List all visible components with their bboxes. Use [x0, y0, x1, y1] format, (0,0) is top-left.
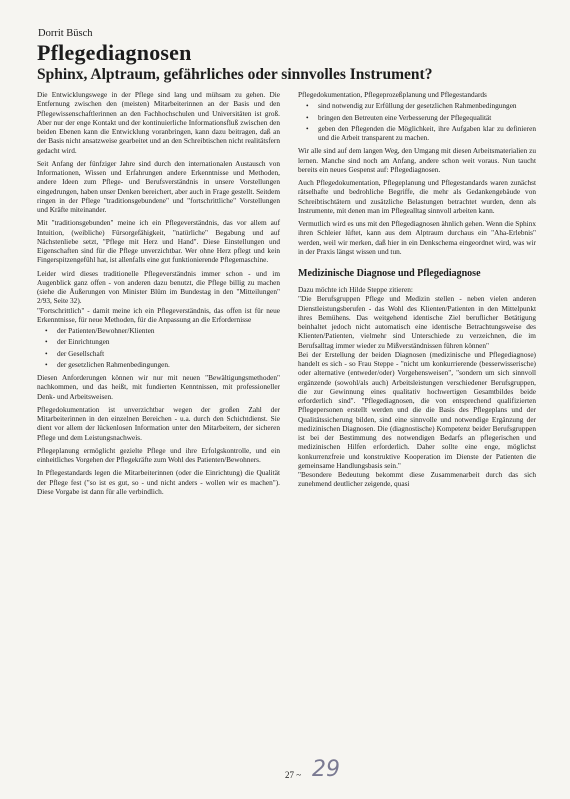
paragraph: Leider wird dieses traditionelle Pflegeverständnis immer schon - und im Augenblick ganz offen - von anderen dazu benutzt, die Pflege billig zu machen (siehe die Äußerungen von Minister Blüm im Bundestag in den "Mitteilungen" 2/93, Seite 32).	[37, 268, 280, 306]
article-title: Pflegediagnosen	[37, 40, 192, 65]
paragraph: Vermutlich wird es uns mit den Pflegediagnosen ähnlich gehen. Wenn die Sphinx ihren Schleier lüftet, kann aus dem Alptraum durchaus ein "Aha-Erlebnis" werden, weil wir merken, daß hier in ein Denkschema eingeordnet wird, was wir in der Praxis längst wissen und tun.	[298, 219, 536, 256]
page-number: 27 ~	[285, 770, 302, 780]
list-item: • bringen den Betreuten eine Verbesserung der Pflegequalität	[318, 113, 536, 122]
paragraph: Auch Pflegedokumentation, Pflegeplanung und Pflegestandards waren zunächst rätselhafte und bedrohliche Begriffe, die mehr als Gedankengebäude von Schreibtischtätern und zusätzliche Belastungen betrachtet wurden, denn als Instrumente, mit denen man im Pflegealltag sinnvoll arbeiten kann.	[298, 178, 536, 215]
paragraph: "Fortschrittlich" - damit meine ich ein Pflegeverständnis, das offen ist für neue Erkenntnisse, für neue Methoden, für die Anpassung an die Erfordernisse	[37, 305, 280, 324]
paragraph: In Pflegestandards legen die Mitarbeiterinnen (oder die Einrichtung) die Qualität der Pflege fest ("so ist es gut, so - und nicht anders - wollen wir es machen"). Diese Vorgabe ist dann für alle verbindlich.	[37, 468, 280, 496]
paragraph: Mit "traditionsgebunden" meine ich ein Pflegeverständnis, das vor allem auf Intuition, (weibliche) Fürsorgefähigkeit, "natürliche" Begabung und auf Nächstenliebe setzt, "Pflege mit Herz und Hand". Diese Einstellungen und Eigenschaften sind für die Pflege unverzichtbar. Wer ohne Herz pflegt und kein Fingerspitzengefühl hat, ist allenfalls eine gut funktionierende Pflegemaschine.	[37, 218, 280, 265]
author-name: Dorrit Büsch	[38, 28, 93, 39]
left-column	[37, 90, 280, 500]
quote-paragraph: "Die Berufsgruppen Pflege und Medizin stellen - neben vielen anderen Dienstleistungsberufen - das Wohl des Klienten/Patienten in den Mittelpunkt ihres Bemühens. Das weitgehend identische Ziel beruflicher Betätigung beinhaltet jedoch nicht automatisch eine identische Betrachtungsweise des Klienten/Patienten, vielmehr sind Unterschiede zu verzeichnen, die im Berufsalltag immer wieder zu Mißverständnissen führen können"	[298, 294, 536, 350]
paragraph: Die Entwicklungswege in der Pflege sind lang und mühsam zu gehen. Die Entfernung zwischen den (meisten) Mitarbeiterinnen an der Basis und den Pflegewissenschaftlerinnen an den Fachhochschulen und Universitäten ist groß. Aber nur der enge Kontakt und der kontinuierliche Informationsfluß zwischen den beiden Ebenen kann die Entwicklung voranbringen, kann dazu beitragen, daß an der Basis nicht ansatzweise gearbeitet und an den Schreibtischen nicht realitätsfern gedacht wird.	[37, 90, 280, 155]
bullet-list	[298, 101, 536, 142]
paragraph: Pflegeplanung ermöglicht gezielte Pflege und ihre Erfolgskontrolle, und ein einheitliches Vorgehen der Pflegekräfte zum Wohl des Patienten/Bewohners.	[37, 445, 280, 464]
list-item: • der Einrichtungen	[57, 337, 280, 346]
list-item: • geben den Pflegenden die Möglichkeit, ihre Aufgaben klar zu definieren und die Arbeit transparent zu machen.	[318, 124, 536, 143]
paragraph: "Besondere Bedeutung bekommt diese Zusammenarbeit durch das sich zunehmend deutlicher zeigende, quasi	[298, 470, 536, 489]
paragraph: Wir alle sind auf dem langen Weg, den Umgang mit diesen Arbeitsmaterialien zu lernen. Manche sind noch am Anfang, andere schon weit voraus. Nun taucht bereits ein neues Gespenst auf: Pflegediagnosen.	[298, 146, 536, 174]
paragraph: Seit Anfang der fünfziger Jahre sind durch den internationalen Austausch von Informationen, Wissen und Erfahrungen andere Erkenntnisse und Methoden, andere Ideen zum Pflege- und Berufsverständnis in unsere Vorstellungen eingedrungen, haben unser Denken bereichert, aber auch in Frage gestellt. Seitdem ringen in der Pflege "traditionsgebundene" und "fortschrittliche" Vorstellungen und Kräfte miteinander.	[37, 158, 280, 214]
list-item: • sind notwendig zur Erfüllung der gesetzlichen Rahmenbedingungen	[318, 101, 536, 110]
paragraph: Pflegedokumentation ist unverzichtbar wegen der großen Zahl der Mitarbeiterinnen in den einzelnen Bereichen - u.a. durch den Schichtdienst. Sie dient vor allem der lückenlosen Information unter den Mitarbeitern, der sicheren Pflege und dem Leistungsnachweis.	[37, 404, 280, 442]
paragraph: Bei der Erstellung der beiden Diagnosen (medizinische und Pflegediagnose) handelt es sich - so Frau Steppe - "nicht um konkurrierende (besserwisserische) oder alternative (entweder/oder) Vorgehensweisen", "sondern um sich sinnvoll ergänzende (sowohl/als auch) Arbeitsleistungen verschiedener Berufsgruppen, die zur Gewinnung eines qualitativ hochwertigen Gesamtbildes beide erforderlich sind". "Pflegediagnosen, die von entsprechend qualifizierten Pflegepersonen erstellt werden und die die Basis des Pflegeplans und der Qualitätssicherung bilden, sind eine sinnvolle und notwendige Ergänzung der medizinischen Diagnosen. Die (diagnostische) Kompetenz beider Berufsgruppen ist bei der Bestimmung des notwendigen Bedarfs an pflegerischen und medizinischen Hilfen erforderlich. Daher sollte eine enge, möglichst konkurrenzfreie und konstruktive Kooperation im Dienste der Patienten die gemeinsame Handlungsbasis sein."	[298, 349, 536, 470]
handwritten-page-number: 29	[312, 757, 340, 782]
paragraph: Dazu möchte ich Hilde Steppe zitieren:	[298, 285, 413, 294]
bullet-list	[37, 326, 280, 369]
paragraph: Diesen Anforderungen können wir nur mit neuen "Bewältigungsmethoden" nachkommen, und das heißt, mit fundierten Kenntnissen, mit professioneller Denk- und Arbeitsweisen.	[37, 373, 280, 401]
list-item: • der Patienten/Bewohner/Klienten	[57, 326, 280, 335]
article-subtitle: Sphinx, Alptraum, gefährliches oder sinnvolles Instrument?	[37, 66, 433, 83]
right-column	[298, 90, 536, 489]
paragraph: Pflegedokumentation, Pflegeprozeßplanung und Pflegestandards	[298, 90, 487, 99]
list-item: • der gesetzlichen Rahmenbedingungen.	[57, 360, 280, 369]
section-heading: Medizinische Diagnose und Pflegediagnose	[298, 268, 481, 279]
list-item: • der Gesellschaft	[57, 349, 280, 358]
